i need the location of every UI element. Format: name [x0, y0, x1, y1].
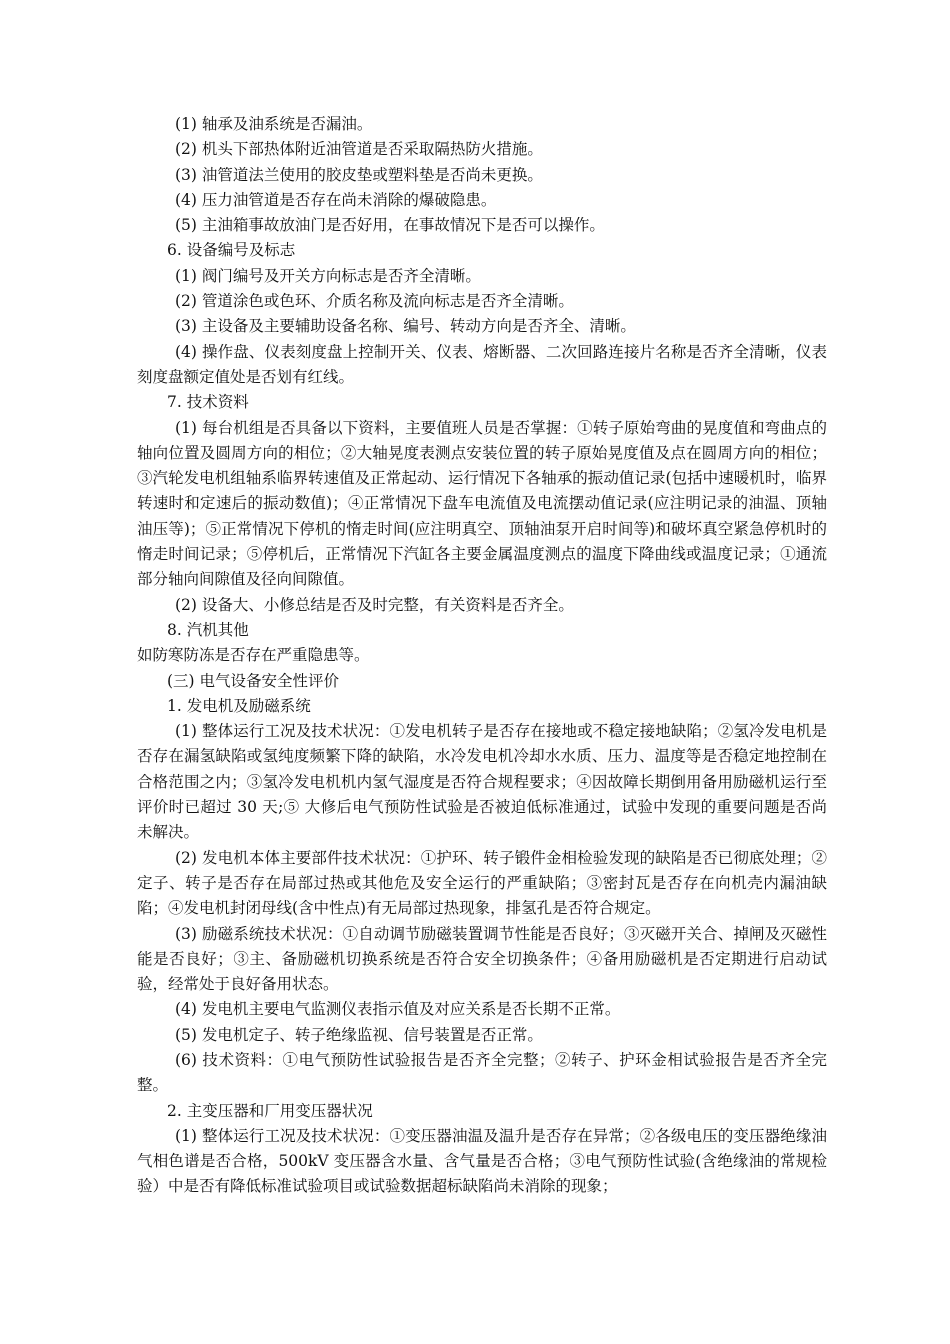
paragraph: (6) 技术资料：①电气预防性试验报告是否齐全完整；②转子、护环金相试验报告是否齐全完整。 [137, 1050, 827, 1095]
paragraph: 6. 设备编号及标志 [167, 241, 296, 260]
paragraph: (2) 机头下部热体附近油管道是否采取隔热防火措施。 [175, 140, 543, 159]
paragraph: 8. 汽机其他 [167, 620, 249, 639]
paragraph: (5) 发电机定子、转子绝缘监视、信号装置是否正常。 [175, 1025, 543, 1044]
paragraph: (4) 压力油管道是否存在尚未消除的爆破隐患。 [175, 190, 497, 209]
paragraph: (三) 电气设备安全性评价 [167, 671, 340, 690]
paragraph: (2) 管道涂色或色环、介质名称及流向标志是否齐全清晰。 [175, 292, 574, 311]
paragraph: 2. 主变压器和厂用变压器状况 [167, 1101, 373, 1120]
paragraph: (5) 主油箱事故放油门是否好用，在事故情况下是否可以操作。 [175, 216, 605, 235]
paragraph: 1. 发电机及励磁系统 [167, 696, 311, 715]
paragraph: (2) 发电机本体主要部件技术状况：①护环、转子锻件金相检验发现的缺陷是否已彻底处理；②定子、转子是否存在局部过热或其他危及安全运行的严重缺陷；③密封瓦是否存在向机壳内漏油缺陷；④发电机封闭母线(含中性点)有无局部过热现象，排氢孔是否符合规定。 [137, 848, 827, 918]
paragraph: (1) 整体运行工况及技术状况：①发电机转子是否存在接地或不稳定接地缺陷；②氢冷发电机是否存在漏氢缺陷或氢纯度频繁下降的缺陷，水冷发电机冷却水水质、压力、温度等是否稳定地控制在合格范围之内；③氢冷发电机机内氢气湿度是否符合规程要求；④因故障长期倒用备用励磁机运行至评价时已超过 30 天;⑤ 大修后电气预防性试验是否被迫低标准通过，试验中发现的重要问题是否尚未解决。 [137, 722, 827, 842]
paragraph: (4) 操作盘、仪表刻度盘上控制开关、仪表、熔断器、二次回路连接片名称是否齐全清晰，仪表刻度盘额定值处是否划有红线。 [137, 342, 827, 386]
paragraph: (3) 主设备及主要辅助设备名称、编号、转动方向是否齐全、清晰。 [175, 317, 636, 336]
paragraph: (3) 油管道法兰使用的胶皮垫或塑料垫是否尚未更换。 [175, 165, 543, 184]
paragraph: (1) 整体运行工况及技术状况：①变压器油温及温升是否存在异常；②各级电压的变压器绝缘油气相色谱是否合格，500kV 变压器含水量、含气量是否合格；③电气预防性试验(含绝缘油的常规检验）中是否有降低标准试验项目或试验数据超标缺陷尚未消除的现象； [137, 1126, 827, 1196]
paragraph: (2) 设备大、小修总结是否及时完整，有关资料是否齐全。 [175, 595, 574, 614]
document-body [137, 112, 827, 1200]
paragraph: 7. 技术资料 [167, 393, 249, 412]
paragraph: 如防寒防冻是否存在严重隐患等。 [137, 646, 370, 665]
paragraph: (1) 每台机组是否具备以下资料，主要值班人员是否掌握：①转子原始弯曲的晃度值和弯曲点的轴向位置及圆周方向的相位；②大轴晃度表测点安装位置的转子原始晃度值及点在圆周方向的相位；③汽轮发电机组轴系临界转速值及正常起动、运行情况下各轴承的振动值记录(包括中速暖机时，临界转速时和定速后的振动数值)；④正常情况下盘车电流值及电流摆动值记录(应注明记录的油温、顶轴油压等)；⑤正常情况下停机的惰走时间(应注明真空、顶轴油泵开启时间等)和破坏真空紧急停机时的惰走时间记录；⑤停机后，正常情况下汽缸各主要金属温度测点的温度下降曲线或温度记录；①通流部分轴向间隙值及径向间隙值。 [137, 418, 827, 589]
paragraph: (1) 轴承及油系统是否漏油。 [175, 115, 373, 133]
paragraph: (3) 励磁系统技术状况：①自动调节励磁装置调节性能是否良好；③灭磁开关合、掉闸及灭磁性能是否良好；③主、备励磁机切换系统是否符合安全切换条件；④备用励磁机是否定期进行启动试验，经常处于良好备用状态。 [137, 924, 827, 994]
paragraph: (4) 发电机主要电气监测仪表指示值及对应关系是否长期不正常。 [175, 1000, 621, 1019]
paragraph: (1) 阀门编号及开关方向标志是否齐全清晰。 [175, 266, 481, 285]
